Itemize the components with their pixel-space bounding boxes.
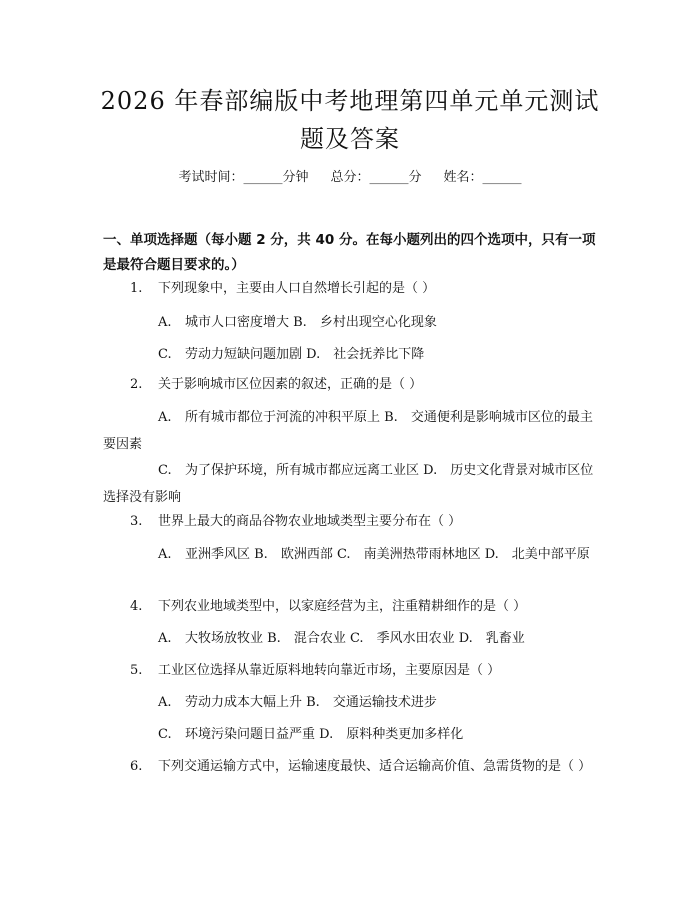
question-6 <box>103 753 597 780</box>
section-heading: 一、单项选择题（每小题 2 分，共 40 分。在每小题列出的四个选项中，只有一项是最符合题目要求的。） <box>103 232 596 273</box>
question-3-options <box>103 541 597 568</box>
question-2-options-cd <box>103 457 597 511</box>
question-text: 下列交通运输方式中，运输速度最快、适合运输高价值、急需货物的是（ ） <box>158 759 592 774</box>
option-letter: A. <box>158 631 172 646</box>
question-5-options-cd <box>158 722 463 747</box>
question-number: 5. <box>130 663 143 678</box>
question-text: 工业区位选择从靠近原料地转向靠近市场，主要原因是（ ） <box>158 663 501 678</box>
option-text: 大牧场放牧业 B. 混合农业 C. 季风水田农业 D. 乳畜业 <box>185 631 525 646</box>
option-letter: A. <box>158 410 172 425</box>
question-number: 4. <box>130 599 143 614</box>
question-4-options <box>158 626 525 651</box>
option-text: 劳动力成本大幅上升 B. 交通运输技术进步 <box>185 695 437 710</box>
page-title <box>60 82 640 158</box>
option-text: 亚洲季风区 B. 欧洲西部 C. 南美洲热带雨林地区 D. 北美中部平原 <box>185 547 590 562</box>
option-text: 劳动力短缺问题加剧 D. 社会抚养比下降 <box>185 347 425 362</box>
question-number: 1. <box>130 281 143 296</box>
question-2 <box>130 372 422 397</box>
option-letter: C. <box>158 347 172 362</box>
total-score-field: 总分：______分 <box>330 170 422 185</box>
option-text: 环境污染问题日益严重 D. 原料种类更加多样化 <box>185 727 464 742</box>
exam-time-field: 考试时间：______分钟 <box>178 170 309 185</box>
question-3 <box>130 509 461 534</box>
question-5-options-ab <box>158 690 437 715</box>
option-text: 所有城市都位于河流的冲积平原上 B. 交通便利是影响城市区位的最主要因素 <box>103 410 593 452</box>
question-number: 3. <box>130 514 143 529</box>
student-name-field: 姓名：______ <box>443 170 522 185</box>
option-text: 为了保护环境，所有城市都应远离工业区 D. 历史文化背景对城市区位选择没有影响 <box>103 463 594 505</box>
question-number: 6. <box>130 759 143 774</box>
option-letter: A. <box>158 547 172 562</box>
question-4 <box>130 594 526 619</box>
question-1-options-ab <box>158 310 437 335</box>
question-text: 下列农业地域类型中，以家庭经营为主，注重精耕细作的是（ ） <box>158 599 527 614</box>
option-letter: C. <box>158 463 172 478</box>
title-line-1: 2026 年春部编版中考地理第四单元单元测试 <box>100 87 600 115</box>
option-letter: C. <box>158 727 172 742</box>
option-letter: A. <box>158 695 172 710</box>
title-line-2: 题及答案 <box>300 125 400 153</box>
option-letter: A. <box>158 315 172 330</box>
option-text: 城市人口密度增大 B. 乡村出现空心化现象 <box>185 315 437 330</box>
question-1-options-cd <box>158 342 424 367</box>
question-text: 下列现象中，主要由人口自然增长引起的是（ ） <box>158 281 436 296</box>
question-number: 2. <box>130 377 143 392</box>
question-text: 世界上最大的商品谷物农业地域类型主要分布在（ ） <box>158 514 462 529</box>
exam-info-line <box>0 168 700 188</box>
question-2-options-ab <box>103 404 597 458</box>
question-5 <box>130 658 500 683</box>
question-text: 关于影响城市区位因素的叙述，正确的是（ ） <box>158 377 423 392</box>
question-1 <box>130 276 435 301</box>
